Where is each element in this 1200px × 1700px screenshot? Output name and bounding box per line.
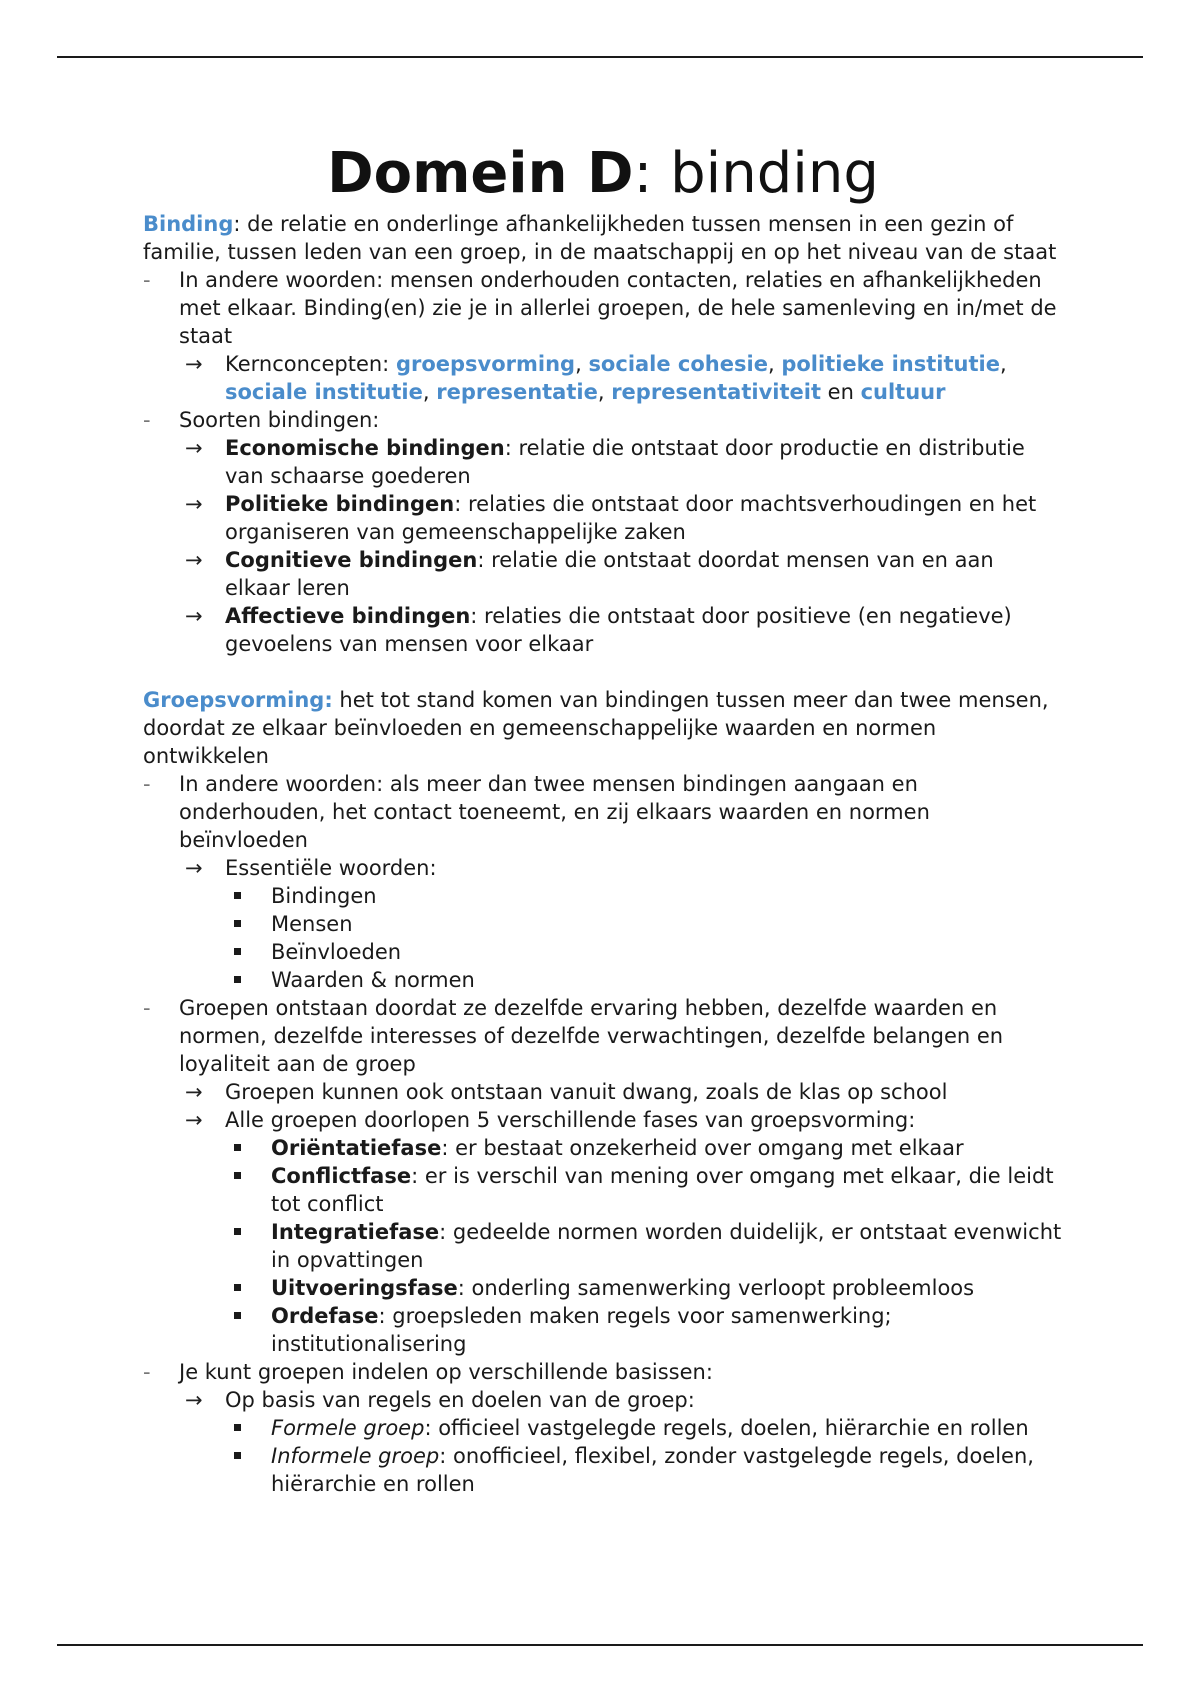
keyword: cultuur [860, 380, 946, 404]
keyword: sociale institutie [225, 380, 423, 404]
binding-definition-text: : de relatie en onderlinge afhankelijkheden tussen mensen in een gezin of familie, tussen leden van een groep, in de maatschappij en op het niveau van de staat [143, 212, 1057, 264]
fase-term: Oriëntatiefase [271, 1136, 442, 1160]
groepsvorming-bullet-1: In andere woorden: als meer dan twee mensen bindingen aangaan en onderhouden, het contact toeneemt, en zij elkaars waarden en normen beïnvloeden [179, 772, 930, 852]
separator: , [575, 352, 589, 376]
fases-label: Alle groepen doorlopen 5 verschillende fases van groepsvorming: [225, 1108, 916, 1132]
groep-term: Informele groep [271, 1444, 440, 1468]
ontstaan-list [179, 1078, 1063, 1358]
separator: , [422, 380, 437, 404]
section-gap [143, 658, 1063, 686]
title-bold: Domein D [327, 141, 634, 206]
groepsvorming-term: Groepsvorming: [143, 688, 333, 712]
binding-bullet-1: In andere woorden: mensen onderhouden contacten, relaties en afhankelijkheden met elkaar. Binding(en) zie je in allerlei groepen, de hele samenleving en in/met de staat [179, 268, 1057, 348]
fase-text: : gedeelde normen worden duidelijk, er ontstaat evenwicht in opvattingen [271, 1220, 1062, 1272]
list-item [143, 406, 1063, 658]
kernconcepten-label: Kernconcepten: [225, 352, 396, 376]
fase-text: : groepsleden maken regels voor samenwerking; institutionalisering [271, 1304, 892, 1356]
keyword: groepsvorming [395, 352, 576, 376]
binding-list [143, 266, 1063, 658]
separator: , [767, 352, 782, 376]
separator: en [820, 380, 861, 404]
groepsvorming-bullet-3: Je kunt groepen indelen op verschillende basissen: [179, 1360, 713, 1384]
soort-text: : relatie die ontstaat door productie en distributie van schaarse goederen [225, 436, 1025, 488]
groepsvorming-list [143, 770, 1063, 1498]
groep-types-list [225, 1414, 1063, 1498]
list-item: Bindingen [229, 882, 1063, 910]
keyword: sociale cohesie [588, 352, 768, 376]
soorten-label: Soorten bindingen: [179, 408, 380, 432]
fases-list [225, 1134, 1063, 1358]
fase-text: : er bestaat onzekerheid over omgang met elkaar [441, 1136, 964, 1160]
document-body [143, 140, 1063, 1498]
footer-rule [57, 1644, 1143, 1646]
title-rest: : binding [633, 141, 879, 206]
list-item [185, 854, 1063, 994]
basis-label: Op basis van regels en doelen van de groep: [225, 1388, 695, 1412]
fase-term: Ordefase [271, 1304, 379, 1328]
groepsvorming-definition-text: het tot stand komen van bindingen tussen meer dan twee mensen, doordat ze elkaar beïnvloeden en gemeenschappelijke waarden en normen ontwikkelen [143, 688, 1049, 768]
list-item [229, 1162, 1063, 1218]
list-item: Mensen [229, 910, 1063, 938]
fase-term: Uitvoeringsfase [271, 1276, 458, 1300]
list-item [143, 1358, 1063, 1498]
list-item [229, 1302, 1063, 1358]
groep-text: : onofficieel, flexibel, zonder vastgelegde regels, doelen, hiërarchie en rollen [271, 1444, 1034, 1496]
list-item [185, 602, 1063, 658]
groepsvorming-bullet-2: Groepen ontstaan doordat ze dezelfde ervaring hebben, dezelfde waarden en normen, dezelfde interesses of dezelfde verwachtingen, dezelfde belangen en loyaliteit aan de groep [179, 996, 1004, 1076]
list-item [143, 266, 1063, 406]
list-item [229, 1134, 1063, 1162]
list-item [229, 1442, 1063, 1498]
list-item [185, 490, 1063, 546]
groepsvorming-definition [143, 686, 1063, 770]
fase-text: : onderling samenwerking verloopt probleemloos [457, 1276, 975, 1300]
essentieel-list [179, 854, 1063, 994]
list-item [229, 1414, 1063, 1442]
binding-term: Binding [143, 212, 234, 236]
keyword: representativiteit [611, 380, 821, 404]
page-title [143, 140, 1063, 208]
soorten-list [179, 434, 1063, 658]
essentieel-words [225, 882, 1063, 994]
soort-term: Economische bindingen [225, 436, 505, 460]
list-item [185, 1106, 1063, 1358]
keyword: politieke institutie [781, 352, 1000, 376]
list-item [185, 546, 1063, 602]
soort-text: : relatie die ontstaat doordat mensen van en aan elkaar leren [225, 548, 994, 600]
list-item [229, 1218, 1063, 1274]
header-rule [57, 56, 1143, 58]
soort-term: Affectieve bindingen [225, 604, 471, 628]
list-item: Waarden & normen [229, 966, 1063, 994]
binding-definition [143, 210, 1063, 266]
separator: , [597, 380, 612, 404]
keyword: representatie [436, 380, 598, 404]
soort-text: : relaties die ontstaat door positieve (en negatieve) gevoelens van mensen voor elkaar [225, 604, 1012, 656]
list-item [185, 434, 1063, 490]
groep-term: Formele groep [271, 1416, 425, 1440]
fase-term: Integratiefase [271, 1220, 440, 1244]
essentieel-label: Essentiële woorden: [225, 856, 437, 880]
list-item: → Groepen kunnen ook ontstaan vanuit dwang, zoals de klas op school [185, 1078, 1063, 1106]
separator: , [999, 352, 1007, 376]
basis-list [179, 1386, 1063, 1498]
soort-text: : relaties die ontstaat door machtsverhoudingen en het organiseren van gemeenschappelijke zaken [225, 492, 1037, 544]
list-item: Beïnvloeden [229, 938, 1063, 966]
list-item [143, 994, 1063, 1358]
fase-term: Conflictfase [271, 1164, 412, 1188]
soort-term: Cognitieve bindingen [225, 548, 478, 572]
list-item [185, 1386, 1063, 1498]
kern-list [179, 350, 1063, 406]
list-item [185, 350, 1063, 406]
list-item [229, 1274, 1063, 1302]
list-item [143, 770, 1063, 994]
fase-text: : er is verschil van mening over omgang met elkaar, die leidt tot conflict [271, 1164, 1054, 1216]
groep-text: : officieel vastgelegde regels, doelen, hiërarchie en rollen [424, 1416, 1029, 1440]
soort-term: Politieke bindingen [225, 492, 455, 516]
